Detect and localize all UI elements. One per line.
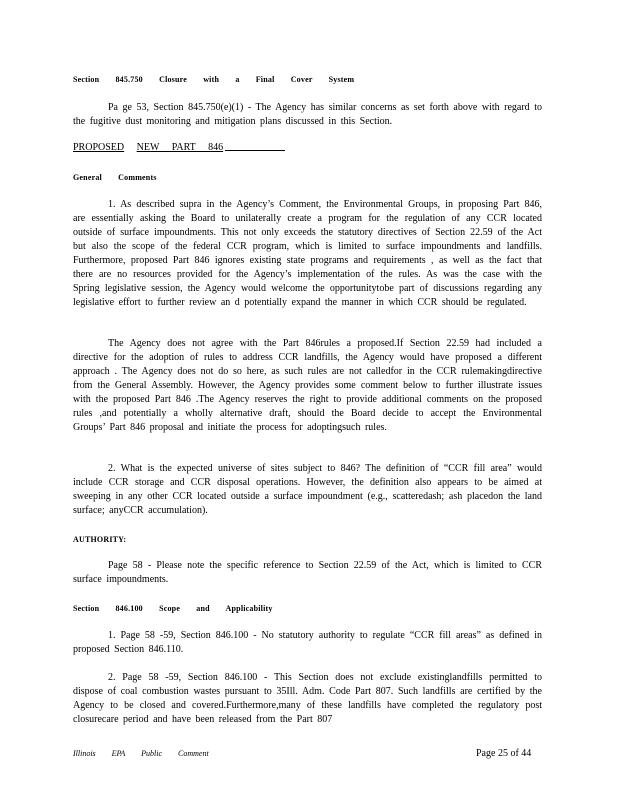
paragraph-text: 2. What is the expected universe of sites subject to 846? The definition of “CCR fill area” would include CCR storage and CCR disposal operations. However, the definition also appears to be aimed at sweeping in any other CCR located outside a surface impoundment (e.g., scatteredash; ash placedon the land surface; anyCCR accumulation). bbox=[73, 463, 542, 516]
proposed-part-title: NEW PART 846 bbox=[136, 142, 224, 153]
authority-paragraph bbox=[73, 559, 542, 587]
general-comments-heading: General Comments bbox=[73, 173, 157, 182]
proposed-part-heading bbox=[73, 142, 285, 153]
paragraph-text: 1. As described supra in the Agency’s Comment, the Environmental Groups, in proposing Part 846, are essentially asking the Board to unilaterally create a program for the regulation of any CCR located outside of surface impoundments. This not only exceeds the statutory directives of Section 22.59 of the Act but also the scope of the federal CCR program, which is limited to surface impoundments and landfills. Furthermore, proposed Part 846 ignores existing state programs and requirements , as well as the fact that there are no resources provided for the Agency’s implementation of the rules. As was the case with the Spring legislative session, the Agency would welcome the opportunitytobe part of discussions regarding any legislative effort to further review an d potentially expand the manner in which CCR should be regulated. bbox=[73, 199, 542, 308]
authority-heading: AUTHORITY: bbox=[73, 535, 127, 544]
paragraph-text: 2. Page 58 -59, Section 846.100 - This Section does not exclude existinglandfills permitted to dispose of coal combustion wastes pursuant to 35Ill. Adm. Code Part 807. Such landfills are certified by the Agency to be closed and covered.Furthermore,many of these landfills have completed the regulatory post closurecare period and have been released from the Part 807 bbox=[73, 672, 542, 725]
paragraph-text: The Agency does not agree with the Part 846rules a proposed.If Section 22.59 had included a directive for the adoption of rules to address CCR landfills, the Agency would have proposed a different approach . The Agency does not do so here, as such rules are not calledfor in the CCR rulemakingdirective from the General Assembly. However, the Agency provides some comment below to further illustrate issues with the proposed Part 846 .The Agency reserves the right to provide additional comments on the proposed rules ,and potentially a wholly alternative draft, should the Board decide to accept the Environmental Groups’ Part 846 proposal and initiate the process for adoptingsuch rules. bbox=[73, 338, 542, 433]
general-comment-1 bbox=[73, 198, 542, 310]
general-comment-3 bbox=[73, 462, 542, 518]
paragraph-text: Pa ge 53, Section 845.750(e)(1) - The Agency has similar concerns as set forth above with regard to the fugitive dust monitoring and mitigation plans discussed in this Section. bbox=[73, 102, 542, 127]
footer-source: Illinois EPA Public Comment bbox=[73, 749, 209, 758]
section-845-750-heading: Section 845.750 Closure with a Final Cover System bbox=[73, 75, 355, 84]
paragraph-text: Page 58 - Please note the specific reference to Section 22.59 of the Act, which is limited to CCR surface impoundments. bbox=[73, 560, 542, 585]
paragraph-text: 1. Page 58 -59, Section 846.100 - No statutory authority to regulate “CCR fill areas” as defined in proposed Section 846.110. bbox=[73, 630, 542, 655]
section-845-750-paragraph bbox=[73, 101, 542, 129]
section-846-100-item-1 bbox=[73, 629, 542, 657]
section-846-100-item-2 bbox=[73, 671, 542, 727]
footer-page-number: Page 25 of 44 bbox=[476, 748, 532, 759]
proposed-label: PROPOSED bbox=[73, 142, 125, 153]
section-846-100-heading: Section 846.100 Scope and Applicability bbox=[73, 604, 273, 613]
heading-underline bbox=[225, 150, 285, 151]
general-comment-2 bbox=[73, 337, 542, 435]
